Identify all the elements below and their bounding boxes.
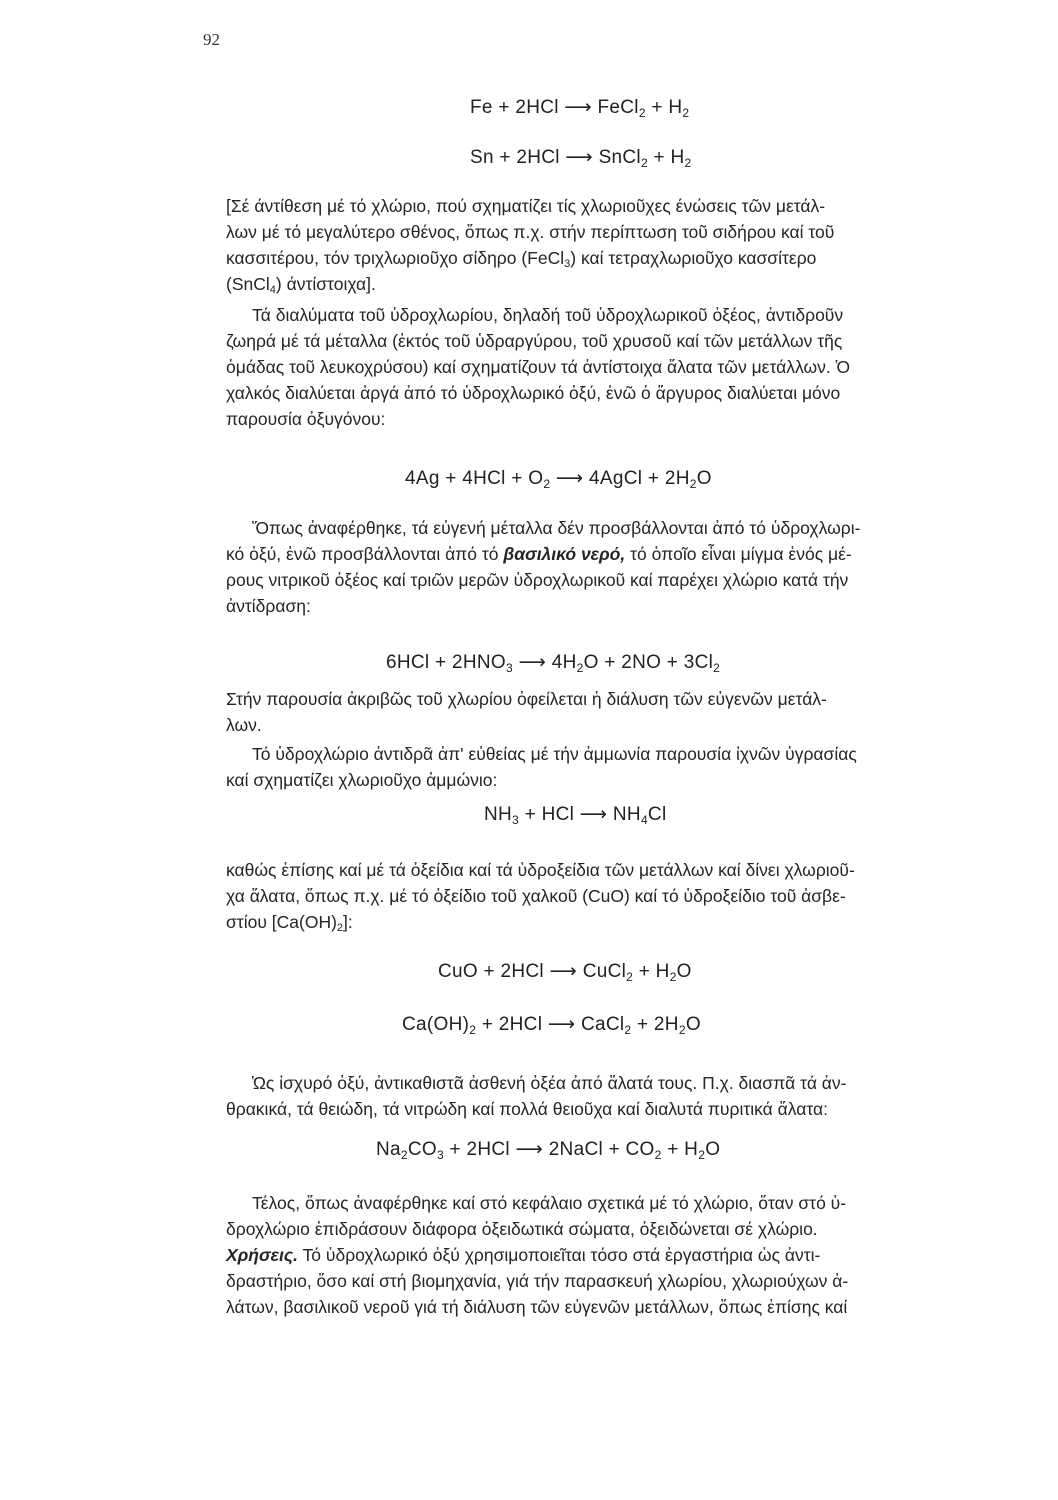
aqua-regia-term: βασιλικό νερό,	[503, 544, 626, 564]
equation-calcium-hydroxide-hcl: $Ca(OH)_2 + 2HCl$ ⟶ CaCl$_2$ + $2H_2O$	[402, 1014, 701, 1037]
equation-aqua-regia: $6HCl + 2HNO_3$ ⟶ $4H_2O + 2NO + 3Cl_2$	[386, 652, 721, 675]
reaction-arrow: ⟶	[555, 468, 584, 489]
reaction-arrow: ⟶	[515, 1139, 544, 1160]
paragraph-uses: Χρήσεις. Τό ὑδροχλωρικό ὀξύ χρησιμοποιεῖται τόσο στά ἐργαστήρια ὡς ἀντι- δραστήριο, ὅσο καί στή βιομηχανία, γιά τήν παρασκευή χλωρίου, χλωριούχων ἀ- λάτων, βασιλικοῦ νεροῦ γιά τή διάλυση τῶν εὐγενῶν μετάλλων, ὅπως ἐπίσης καί	[226, 1245, 849, 1317]
equation-sodium-carbonate-hcl: $Na_2CO_3 + 2HCl$ ⟶ 2NaCl + $CO_2 + H_2O$	[376, 1139, 721, 1162]
paragraph-oxides: καθώς ἐπίσης καί μέ τά ὀξείδια καί τά ὑδροξείδια τῶν μετάλλων καί δίνει χλωριοῦ- χα ἅλατα, ὅπως π.χ. μέ τό ὀξείδιο τοῦ χαλκοῦ (CuO) καί τό ὑδροξείδιο τοῦ ἀσβε- στίου $[Ca(OH)_2]$:	[226, 860, 855, 934]
paragraph-metal-reactions: Τά διαλύματα τοῦ ὑδροχλωρίου, δηλαδή τοῦ ὑδροχλωρικοῦ ὀξέος, ἀντιδροῦν ζωηρά μέ τά μέταλλα (ἐκτός τοῦ ὑδραργύρου, τοῦ χρυσοῦ καί τῶν μετάλλων τῆς ὁμάδας τοῦ λευκοχρύσου) καί σχηματίζουν τά ἀντίστοιχα ἅλατα τῶν μετάλλων. Ὁ χαλκός διαλύεται ἀργά ἀπό τό ὑδροχλωρικό ὀξύ, ἐνῶ ὁ ἄργυρος διαλύεται μόνο παρουσία ὀξυγόνου:	[226, 305, 851, 429]
paragraph-strong-acid: Ὡς ἰσχυρό ὀξύ, ἀντικαθιστᾶ ἀσθενή ὀξέα ἀπό ἅλατά τους. Π.χ. διασπᾶ τά ἀν- θρακικά, τά θειώδη, τά νιτρώδη καί πολλά θειοῦχα καί διαλυτά πυριτικά ἅλατα:	[226, 1073, 847, 1119]
reaction-arrow: ⟶	[549, 961, 578, 982]
equation-silver-hcl: $4Ag + 4HCl + O_2$ ⟶ 4AgCl + $2H_2O$	[405, 468, 712, 491]
equation-iron-hcl: Fe + 2HCl ⟶ FeCl$_2$ + $H_2$	[470, 97, 690, 120]
equation-copper-oxide-hcl: CuO + 2HCl ⟶ CuCl$_2$ + $H_2O$	[438, 961, 692, 984]
equation-tin-hcl: Sn + 2HCl ⟶ SnCl$_2$ + $H_2$	[470, 147, 692, 170]
equation-ammonia-hcl: $NH_3$ + HCl ⟶ $NH_4Cl$	[484, 804, 667, 827]
reaction-arrow: ⟶	[565, 147, 593, 168]
paragraph-aqua-regia: Ὅπως ἀναφέρθηκε, τά εὐγενή μέταλλα δέν προσβάλλονται ἀπό τό ὑδροχλωρι- κό ὀξύ, ἐνῶ προσβάλλονται ἀπό τό βασιλικό νερό, τό ὁποῖο εἶναι μίγμα ἑνός μέ- ρους νιτρικοῦ ὀξέος καί τριῶν μερῶν ὑδροχλωρικοῦ καί παρέχει χλώριο κατά τήν ἀντίδραση:	[226, 518, 861, 616]
paragraph-oxidation: Τέλος, ὅπως ἀναφέρθηκε καί στό κεφάλαιο σχετικά μέ τό χλώριο, ὅταν στό ὑ- δροχλώριο ἐπιδράσουν διάφορα ὀξειδωτικά σώματα, ὀξειδώνεται σέ χλώριο.	[226, 1193, 847, 1239]
reaction-arrow: ⟶	[518, 652, 547, 673]
reaction-arrow: ⟶	[579, 804, 608, 825]
paragraph-noble-metals: Στήν παρουσία ἀκριβῶς τοῦ χλωρίου ὀφείλεται ἡ διάλυση τῶν εὐγενῶν μετάλ- λων.	[226, 689, 827, 735]
paragraph-ammonia: Τό ὑδροχλώριο ἀντιδρᾶ ἀπ' εὐθείας μέ τήν ἀμμωνία παρουσία ἰχνῶν ὑγρασίας καί σχηματίζει χλωριοῦχο ἀμμώνιο:	[226, 744, 857, 790]
paragraph-chlorine-contrast: [Σέ άντίθεση μέ τό χλώριο, πού σχηματίζει τίς χλωριοῦχες ένώσεις τῶν μετάλ- λων μέ τό μεγαλύτερο σθένος, ὅπως π.χ. στήν περίπτωση τοῦ σιδήρου καί τοῦ κασσιτέρου, τόν τριχλωριοῦχο σίδηρο (FeCl$_3$) καί τετραχλωριοῦχο κασσίτερο (SnCl$_4$) άντίστοιχα].	[226, 196, 835, 296]
page-number: 92	[203, 30, 220, 49]
uses-heading: Χρήσεις.	[226, 1245, 298, 1265]
reaction-arrow: ⟶	[564, 97, 592, 118]
reaction-arrow: ⟶	[547, 1014, 576, 1035]
